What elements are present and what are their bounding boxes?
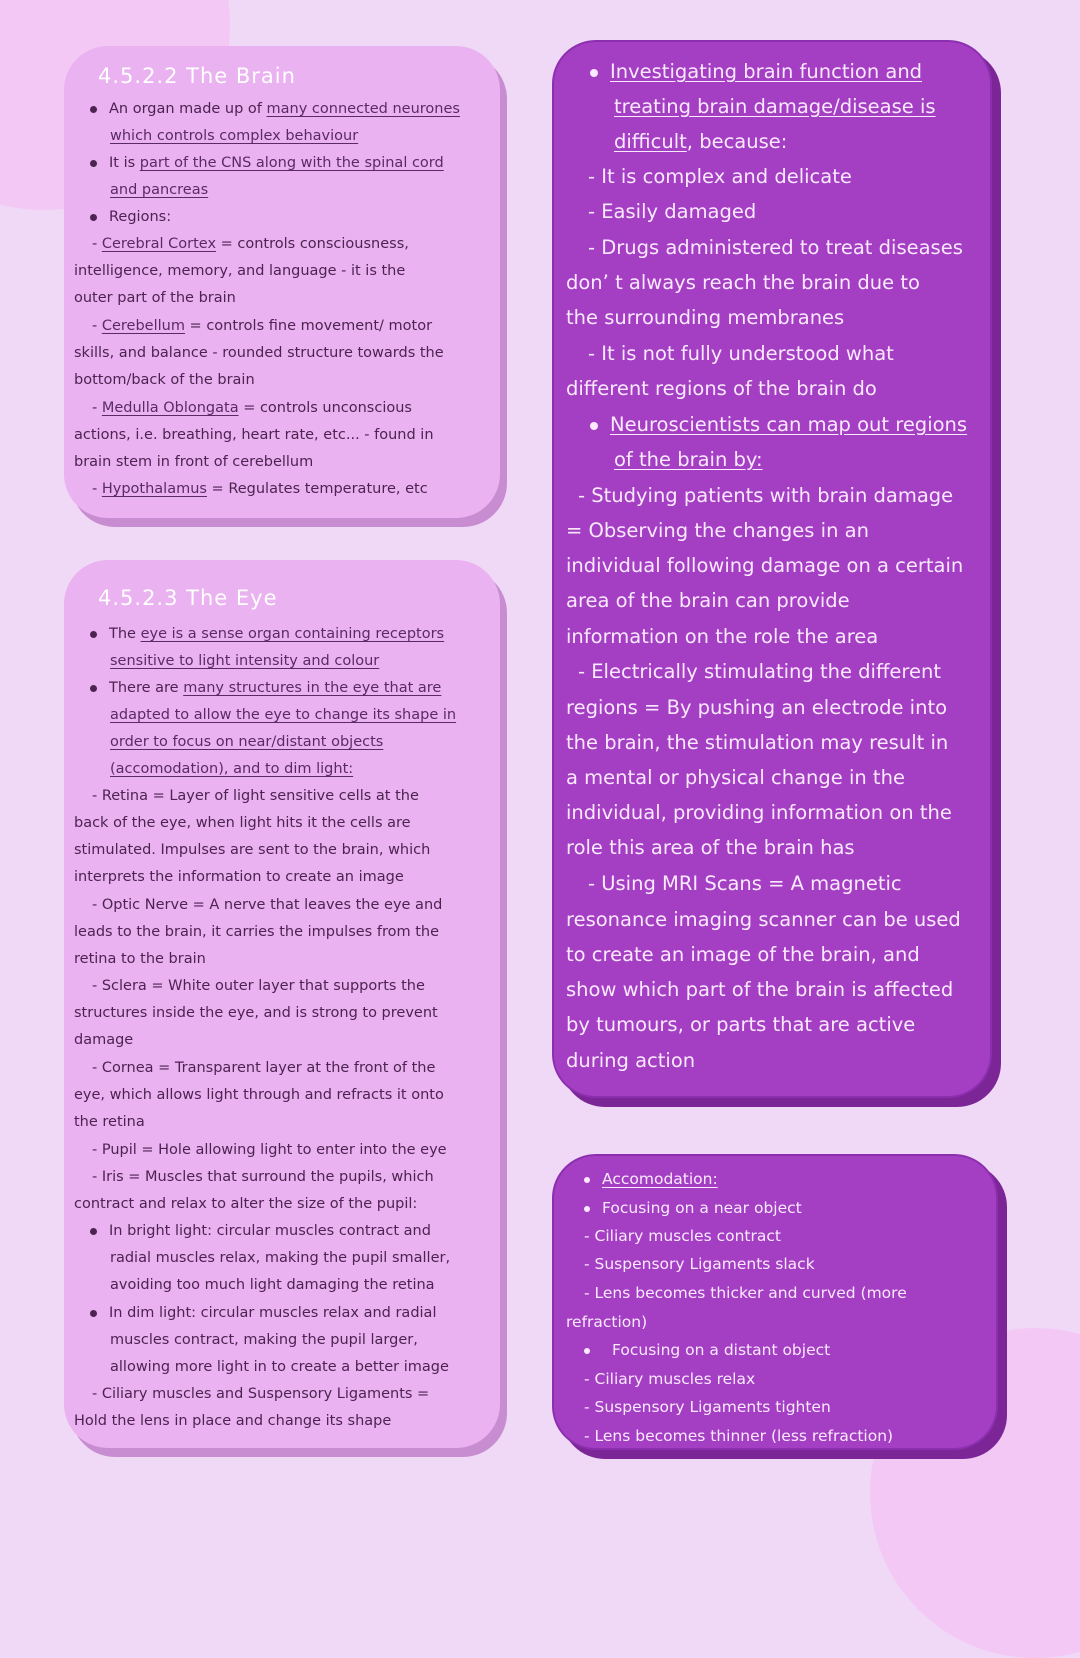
investigate-line-9: - It is not fully understood what xyxy=(588,342,894,365)
brain-line-3: It is part of the CNS along with the spinal cord xyxy=(90,155,444,171)
eye-line-10: interprets the information to create an image xyxy=(74,869,404,885)
bullet-icon xyxy=(584,1206,590,1212)
brain-line-7: intelligence, memory, and language - it is the xyxy=(74,263,406,279)
investigate-line-23: role this area of the brain has xyxy=(566,836,855,859)
brain-line-1: An organ made up of many connected neurones xyxy=(90,101,460,117)
investigate-line-22: individual, providing information on the xyxy=(566,801,952,824)
eye-line-30: Hold the lens in place and change its shape xyxy=(74,1413,392,1429)
eye-line-17: - Cornea = Transparent layer at the front of the xyxy=(92,1060,436,1076)
accom-line-3: - Ciliary muscles contract xyxy=(584,1227,781,1245)
eye-line-6: (accomodation), and to dim light: xyxy=(110,761,354,777)
investigate-line-16: area of the brain can provide xyxy=(566,589,850,612)
eye-line-12: leads to the brain, it carries the impulses from the xyxy=(74,924,439,940)
eye-line-14: - Sclera = White outer layer that supports the xyxy=(92,978,425,994)
brain-line-9: - Cerebellum = controls fine movement/ motor xyxy=(92,318,433,334)
investigate-line-18: - Electrically stimulating the different xyxy=(578,660,941,683)
brain-card xyxy=(64,46,500,518)
eye-line-26: In dim light: circular muscles relax and radial xyxy=(90,1305,436,1321)
brain-line-15: - Hypothalamus = Regulates temperature, etc xyxy=(92,481,428,497)
investigate-line-13: - Studying patients with brain damage xyxy=(578,484,954,507)
bullet-icon xyxy=(590,69,598,77)
accommodation-card xyxy=(552,1154,998,1450)
eye-line-19: the retina xyxy=(74,1114,145,1130)
eye-line-20: - Pupil = Hole allowing light to enter into the eye xyxy=(92,1142,447,1158)
investigating-brain-card xyxy=(552,40,992,1098)
brain-line-5: Regions: xyxy=(90,209,171,225)
eye-card xyxy=(64,560,500,1448)
eye-line-13: retina to the brain xyxy=(74,951,206,967)
bullet-icon xyxy=(90,214,97,221)
bullet-icon xyxy=(590,422,598,430)
accom-line-4: - Suspensory Ligaments slack xyxy=(584,1255,815,1273)
eye-line-7: - Retina = Layer of light sensitive cells at the xyxy=(92,788,419,804)
investigate-line-17: information on the role the area xyxy=(566,625,879,648)
investigate-line-25: resonance imaging scanner can be used xyxy=(566,908,961,931)
investigate-line-5: - Easily damaged xyxy=(588,200,757,223)
eye-line-25: avoiding too much light damaging the retina xyxy=(110,1277,435,1293)
eye-line-8: back of the eye, when light hits it the cells are xyxy=(74,815,411,831)
investigate-line-2: treating brain damage/disease is xyxy=(614,95,936,118)
eye-title: 4.5.2.3 The Eye xyxy=(98,586,278,610)
eye-line-9: stimulated. Impulses are sent to the brain, which xyxy=(74,842,431,858)
eye-line-1: The eye is a sense organ containing receptors xyxy=(90,626,444,642)
eye-line-4: adapted to allow the eye to change its shape in xyxy=(110,707,457,723)
investigate-line-4: - It is complex and delicate xyxy=(588,165,852,188)
accom-line-9: - Suspensory Ligaments tighten xyxy=(584,1398,831,1416)
eye-line-16: damage xyxy=(74,1032,134,1048)
brain-line-2: which controls complex behaviour xyxy=(110,128,359,144)
investigate-line-26: to create an image of the brain, and xyxy=(566,943,920,966)
bullet-icon xyxy=(90,160,97,167)
eye-line-5: order to focus on near/distant objects xyxy=(110,734,384,750)
investigate-line-27: show which part of the brain is affected xyxy=(566,978,954,1001)
investigate-line-7: don’ t always reach the brain due to xyxy=(566,271,920,294)
brain-title: 4.5.2.2 The Brain xyxy=(98,64,296,88)
accom-line-6: refraction) xyxy=(566,1313,648,1331)
eye-line-22: contract and relax to alter the size of the pupil: xyxy=(74,1196,418,1212)
eye-line-27: muscles contract, making the pupil larger, xyxy=(110,1332,418,1348)
brain-line-11: bottom/back of the brain xyxy=(74,372,255,388)
eye-line-28: allowing more light in to create a better image xyxy=(110,1359,449,1375)
accom-line-5: - Lens becomes thicker and curved (more xyxy=(584,1284,907,1302)
investigate-line-29: during action xyxy=(566,1049,696,1072)
bullet-icon xyxy=(584,1348,590,1354)
eye-line-15: structures inside the eye, and is strong to prevent xyxy=(74,1005,438,1021)
investigate-line-3: difficult, because: xyxy=(614,130,788,153)
brain-line-4: and pancreas xyxy=(110,182,209,198)
eye-line-23: In bright light: circular muscles contract and xyxy=(90,1223,431,1239)
eye-line-18: eye, which allows light through and refracts it onto xyxy=(74,1087,444,1103)
brain-line-8: outer part of the brain xyxy=(74,290,236,306)
bullet-icon xyxy=(90,631,97,638)
eye-line-24: radial muscles relax, making the pupil smaller, xyxy=(110,1250,451,1266)
investigate-line-12: of the brain by: xyxy=(614,448,763,471)
investigate-line-6: - Drugs administered to treat diseases xyxy=(588,236,963,259)
investigate-line-21: a mental or physical change in the xyxy=(566,766,905,789)
brain-line-13: actions, i.e. breathing, heart rate, etc... - found in xyxy=(74,427,434,443)
eye-line-11: - Optic Nerve = A nerve that leaves the eye and xyxy=(92,897,443,913)
brain-line-12: - Medulla Oblongata = controls unconscious xyxy=(92,400,412,416)
investigate-line-15: individual following damage on a certain xyxy=(566,554,964,577)
investigate-line-11: Neuroscientists can map out regions xyxy=(590,413,967,436)
investigate-line-24: - Using MRI Scans = A magnetic xyxy=(588,872,902,895)
bullet-icon xyxy=(90,685,97,692)
accom-line-2: Focusing on a near object xyxy=(584,1199,802,1217)
investigate-line-14: = Observing the changes in an xyxy=(566,519,869,542)
investigate-line-28: by tumours, or parts that are active xyxy=(566,1013,916,1036)
brain-line-14: brain stem in front of cerebellum xyxy=(74,454,314,470)
investigate-line-19: regions = By pushing an electrode into xyxy=(566,696,948,719)
bullet-icon xyxy=(90,106,97,113)
investigate-line-20: the brain, the stimulation may result in xyxy=(566,731,949,754)
accom-line-7: Focusing on a distant object xyxy=(584,1341,830,1359)
brain-line-6: - Cerebral Cortex = controls consciousness, xyxy=(92,236,409,252)
accom-line-10: - Lens becomes thinner (less refraction) xyxy=(584,1427,894,1445)
bullet-icon xyxy=(90,1228,97,1235)
bullet-icon xyxy=(584,1177,590,1183)
eye-line-21: - Iris = Muscles that surround the pupils, which xyxy=(92,1169,434,1185)
eye-line-3: There are many structures in the eye that are xyxy=(90,680,441,696)
investigate-line-10: different regions of the brain do xyxy=(566,377,877,400)
eye-line-29: - Ciliary muscles and Suspensory Ligaments = xyxy=(92,1386,430,1402)
investigate-line-1: Investigating brain function and xyxy=(590,60,922,83)
brain-line-10: skills, and balance - rounded structure towards the xyxy=(74,345,444,361)
accom-line-8: - Ciliary muscles relax xyxy=(584,1370,756,1388)
investigate-line-8: the surrounding membranes xyxy=(566,306,845,329)
bullet-icon xyxy=(90,1310,97,1317)
eye-line-2: sensitive to light intensity and colour xyxy=(110,653,380,669)
accom-line-1: Accomodation: xyxy=(584,1170,718,1188)
